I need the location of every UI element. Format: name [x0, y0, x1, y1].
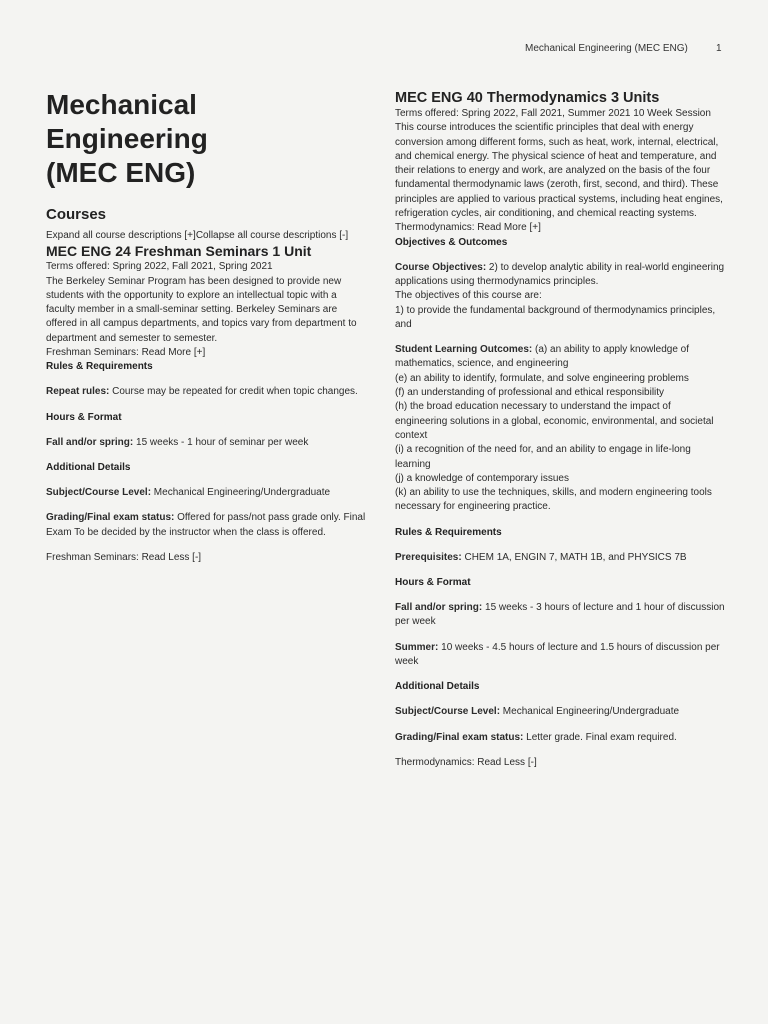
expand-all-link[interactable]: Expand all course descriptions [+] [46, 230, 196, 241]
prerequisites [395, 551, 725, 565]
outcome-e: (e) an ability to identify, formulate, and solve engineering problems [395, 372, 689, 384]
course-terms: Terms offered: Spring 2022, Fall 2021, Summer 2021 10 Week Session [395, 108, 711, 119]
page-title-line-1: Mechanical Engineering [46, 89, 208, 154]
page-number: 1 [716, 43, 722, 54]
read-less-link[interactable]: Freshman Seminars: Read Less [-] [46, 551, 202, 563]
fall-spring-value: 15 weeks - 1 hour of seminar per week [133, 436, 309, 448]
fall-spring-value: 15 weeks - 3 hours of lecture and 1 hour of discussion per week [395, 602, 725, 628]
fall-spring-label: Fall and/or spring: [46, 436, 134, 448]
page-title [46, 88, 366, 190]
read-more-link[interactable]: Freshman Seminars: Read More [+] [46, 347, 206, 359]
course-me24 [46, 243, 366, 565]
learning-outcomes [395, 343, 725, 372]
grading-value: Offered for pass/not pass grade only. Final Exam To be decided by the instructor when the class is offered. [46, 512, 366, 538]
additional-details-heading: Additional Details [395, 681, 480, 693]
objectives-intro: The objectives of this course are: [395, 290, 542, 302]
right-column [395, 90, 725, 770]
rules-heading: Rules & Requirements [46, 361, 153, 373]
subject-level-label: Subject/Course Level: [46, 486, 152, 498]
course-me40 [395, 90, 725, 770]
course-objectives-value: 2) to develop analytic ability in real-world engineering applications using thermodynamics principles. [395, 261, 725, 287]
hours-heading: Hours & Format [46, 411, 122, 423]
outcome-j: (j) a knowledge of contemporary issues [395, 472, 569, 484]
course-objectives-label: Course Objectives: [395, 261, 487, 273]
hours-heading: Hours & Format [395, 577, 471, 589]
running-title: Mechanical Engineering (MEC ENG) [525, 43, 688, 54]
collapse-all-link[interactable]: Collapse all course descriptions [-] [195, 230, 349, 241]
objective-1: 1) to provide the fundamental background of thermodynamics principles, and [395, 304, 716, 330]
hours-summer [395, 641, 725, 670]
repeat-rules [46, 385, 366, 399]
fall-spring-label: Fall and/or spring: [395, 602, 483, 614]
outcome-i: (i) a recognition of the need for, and an ability to engage in life-long learning [395, 444, 691, 470]
repeat-rules-label: Repeat rules: [46, 386, 110, 398]
grading-label: Grading/Final exam status: [395, 731, 524, 743]
rules-heading: Rules & Requirements [395, 526, 502, 538]
grading-label: Grading/Final exam status: [46, 512, 175, 524]
read-less-link[interactable]: Thermodynamics: Read Less [-] [395, 756, 537, 768]
outcome-a: (a) an ability to apply knowledge of mathematics, science, and engineering [395, 344, 689, 370]
hours-fall-spring [46, 436, 366, 450]
grading-value: Letter grade. Final exam required. [523, 731, 677, 743]
subject-level-value: Mechanical Engineering/Undergraduate [151, 486, 331, 498]
course-title: MEC ENG 24 Freshman Seminars 1 Unit [46, 243, 312, 260]
expand-collapse-controls [46, 229, 366, 243]
repeat-rules-value: Course may be repeated for credit when topic changes. [109, 386, 358, 398]
prerequisites-value: CHEM 1A, ENGIN 7, MATH 1B, and PHYSICS 7B [461, 551, 687, 563]
grading-status [46, 511, 366, 540]
course-terms: Terms offered: Spring 2022, Fall 2021, Spring 2021 [46, 261, 273, 273]
learning-outcomes-label: Student Learning Outcomes: [395, 344, 533, 356]
page-title-line-2: (MEC ENG) [46, 157, 196, 188]
grading-status [395, 731, 725, 745]
summer-label: Summer: [395, 641, 439, 653]
subject-level [395, 705, 725, 719]
summer-value: 10 weeks - 4.5 hours of lecture and 1.5 hours of discussion per week [395, 641, 720, 667]
outcome-h: (h) the broad education necessary to understand the impact of engineering solutions in a global, economic, environmental, and societal context [395, 401, 714, 441]
additional-details-heading: Additional Details [46, 461, 131, 473]
course-objectives [395, 261, 725, 290]
hours-fall-spring [395, 601, 725, 630]
subject-level [46, 486, 366, 500]
outcome-f: (f) an understanding of professional and ethical responsibility [395, 387, 665, 399]
course-description: This course introduces the scientific principles that deal with energy conversion among different forms, such as heat, work, internal, electrical, and chemical energy. The physical science of heat and temperature, and their relations to energy and work, are analyzed on the basis of the four fundamental thermodynamic laws (zeroth, first, second, and third). These principles are applied to various practical systems, including heat engines, refrigeration cycles, air conditioning, and chemical reacting systems. [395, 122, 723, 220]
objectives-heading: Objectives & Outcomes [395, 236, 508, 248]
outcome-k: (k) an ability to use the techniques, skills, and modern engineering tools necessary for engineering practice. [395, 487, 712, 513]
subject-level-value: Mechanical Engineering/Undergraduate [500, 706, 680, 718]
courses-heading: Courses [46, 206, 107, 223]
left-column [46, 88, 366, 565]
running-header [525, 43, 725, 54]
course-description: The Berkeley Seminar Program has been designed to provide new students with the opportunity to explore an intellectual topic with a faculty member in a small-seminar setting. Berkeley Seminars are offered in all campus departments, and topics vary from department to department and semester to semester. [46, 275, 357, 344]
subject-level-label: Subject/Course Level: [395, 706, 501, 718]
read-more-link[interactable]: Thermodynamics: Read More [+] [395, 222, 541, 234]
prerequisites-label: Prerequisites: [395, 551, 462, 563]
course-title: MEC ENG 40 Thermodynamics 3 Units [395, 90, 660, 106]
